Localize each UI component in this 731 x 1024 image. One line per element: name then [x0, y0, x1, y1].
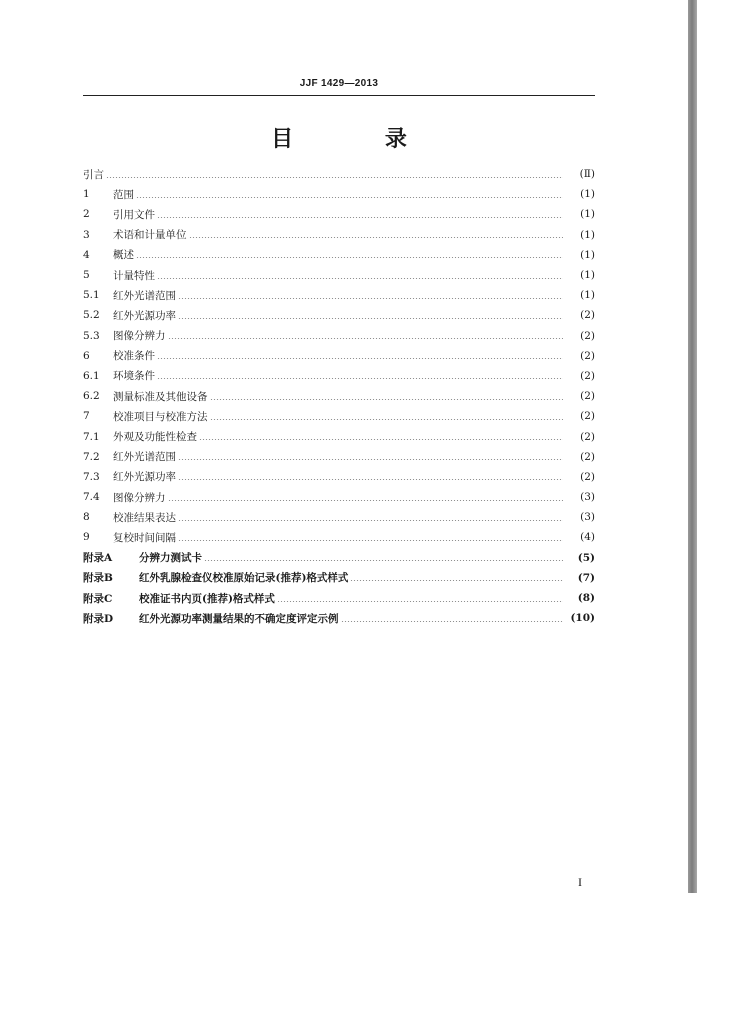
toc-entry-title: 计量特性: [113, 269, 155, 282]
toc-entry-title: 引用文件: [113, 208, 155, 221]
toc-entry-title: 校准项目与校准方法: [113, 410, 208, 423]
toc-entry-number: 7.4: [83, 491, 100, 504]
toc-entry-title: 红外光谱范围: [113, 451, 176, 464]
toc-entry-number: 附录D: [83, 612, 114, 625]
toc-entry-number: 5: [83, 269, 90, 282]
toc-entry-title: 外观及功能性检查: [113, 431, 197, 444]
toc-entry-page: (1): [580, 289, 595, 302]
header-rule: [83, 95, 595, 96]
toc-entry-title: 红外乳腺检查仪校准原始记录(推荐)格式样式: [139, 572, 349, 585]
toc-entry[interactable]: [83, 346, 595, 366]
toc-entry-title: 术语和计量单位: [113, 229, 187, 242]
toc-entry-title: 红外光源功率: [113, 309, 176, 322]
toc-entry[interactable]: [83, 265, 595, 285]
toc-dot-leader: [136, 257, 563, 258]
toc-entry-number: 7: [83, 410, 90, 423]
toc-entry-number: 附录B: [83, 572, 113, 585]
toc-entry[interactable]: [83, 326, 595, 346]
toc-entry-number: 附录C: [83, 592, 113, 605]
toc-entry-title: 分辨力测试卡: [139, 552, 202, 565]
toc-entry-number: 5.3: [83, 329, 100, 342]
toc-entry-page: (10): [570, 612, 595, 625]
toc-entry-title: 测量标准及其他设备: [113, 390, 208, 403]
toc-entry-page: (1): [580, 188, 595, 201]
toc-entry-title: 图像分辨力: [113, 491, 166, 504]
toc-dot-leader: [136, 197, 563, 198]
toc-dot-leader: [341, 621, 564, 622]
toc-entry-title: 图像分辨力: [113, 330, 166, 343]
toc-entry[interactable]: [83, 426, 595, 446]
toc-entry-page: (Ⅱ): [579, 168, 595, 181]
toc-dot-leader: [178, 540, 563, 541]
toc-entry[interactable]: [83, 305, 595, 325]
toc-entry[interactable]: [83, 608, 595, 628]
toc-entry-page: (2): [580, 470, 595, 483]
toc-entry-page: (4): [580, 531, 595, 544]
toc-entry-number: 6.2: [83, 390, 100, 403]
toc-entry[interactable]: [83, 285, 595, 305]
toc-entry-title: 范围: [113, 188, 134, 201]
toc-entry-title: 环境条件: [113, 370, 155, 383]
page-title: 目 录: [271, 127, 449, 152]
toc-entry-number: 5.1: [83, 289, 100, 302]
toc-dot-leader: [277, 601, 563, 602]
toc-entry-number: 9: [83, 531, 90, 544]
toc-dot-leader: [350, 580, 563, 581]
toc-entry-number: 7.3: [83, 470, 100, 483]
toc-entry[interactable]: [83, 507, 595, 527]
toc-entry[interactable]: [83, 366, 595, 386]
toc-entry[interactable]: [83, 548, 595, 568]
toc-entry[interactable]: [83, 487, 595, 507]
toc-entry[interactable]: [83, 447, 595, 467]
toc-entry-page: (2): [580, 390, 595, 403]
page-number: I: [578, 875, 582, 889]
toc-entry-title: 复校时间间隔: [113, 531, 176, 544]
toc-entry[interactable]: [83, 204, 595, 224]
toc-entry[interactable]: [83, 184, 595, 204]
toc-entry-page: (2): [580, 349, 595, 362]
toc-entry-number: 1: [83, 188, 90, 201]
toc-entry[interactable]: [83, 588, 595, 608]
toc-entry-page: (8): [577, 592, 595, 605]
toc-entry-number: 7.1: [83, 430, 100, 443]
toc-entry-page: (1): [580, 228, 595, 241]
toc-entry-title: 红外光源功率测量结果的不确定度评定示例: [139, 612, 339, 625]
toc-entry[interactable]: [83, 527, 595, 547]
toc-entry-page: (2): [580, 329, 595, 342]
toc-entry-number: 2: [83, 208, 90, 221]
toc-entry-number: 4: [83, 248, 90, 261]
toc-entry-number: 5.2: [83, 309, 100, 322]
toc-dot-leader: [178, 520, 563, 521]
toc-entry-title: 概述: [113, 249, 134, 262]
toc-entry[interactable]: [83, 245, 595, 265]
toc-entry[interactable]: [83, 568, 595, 588]
toc-entry-number: 附录A: [83, 552, 113, 565]
toc-dot-leader: [178, 318, 563, 319]
toc-entry-title: 红外光谱范围: [113, 289, 176, 302]
toc-dot-leader: [157, 358, 563, 359]
toc-dot-leader: [157, 217, 563, 218]
toc-dot-leader: [157, 378, 563, 379]
toc-entry-page: (2): [580, 369, 595, 382]
toc-entry-page: (2): [580, 410, 595, 423]
toc-entry-page: (1): [580, 269, 595, 282]
toc-entry-number: 6: [83, 349, 90, 362]
toc-dot-leader: [178, 298, 563, 299]
toc-dot-leader: [199, 439, 563, 440]
scan-edge-shadow: [688, 0, 697, 893]
toc-entry-page: (1): [580, 208, 595, 221]
toc-entry-page: (2): [580, 309, 595, 322]
toc-entry-title: 校准结果表达: [113, 511, 176, 524]
toc-entry-number: 3: [83, 228, 90, 241]
toc-entry-page: (5): [577, 551, 595, 564]
toc-entry-title: 引言: [83, 168, 104, 181]
toc-dot-leader: [189, 237, 564, 238]
toc-entry-number: 8: [83, 511, 90, 524]
toc-entry-title: 校准条件: [113, 350, 155, 363]
toc-dot-leader: [106, 177, 563, 178]
toc-entry-page: (2): [580, 450, 595, 463]
toc-dot-leader: [178, 479, 563, 480]
toc-dot-leader: [210, 399, 564, 400]
toc-dot-leader: [168, 500, 564, 501]
toc-entry[interactable]: [83, 406, 595, 426]
toc-entry[interactable]: [83, 164, 595, 184]
toc-entry[interactable]: [83, 386, 595, 406]
toc-entry-title: 校准证书内页(推荐)格式样式: [139, 592, 275, 605]
toc-dot-leader: [210, 419, 564, 420]
toc-entry-number: 6.1: [83, 369, 100, 382]
toc-entry-page: (3): [580, 511, 595, 524]
toc-entry-number: 7.2: [83, 450, 100, 463]
toc-entry-page: (7): [577, 571, 595, 584]
toc-entry-page: (3): [580, 491, 595, 504]
toc-entry[interactable]: [83, 225, 595, 245]
toc-dot-leader: [204, 560, 563, 561]
toc-dot-leader: [178, 459, 563, 460]
standard-code-header: JJF 1429—2013: [299, 78, 379, 89]
toc-entry-page: (1): [580, 248, 595, 261]
toc-entry-title: 红外光源功率: [113, 471, 176, 484]
toc-dot-leader: [168, 338, 564, 339]
toc-dot-leader: [157, 278, 563, 279]
toc-entry-page: (2): [580, 430, 595, 443]
toc-entry[interactable]: [83, 467, 595, 487]
table-of-contents: [83, 164, 595, 628]
